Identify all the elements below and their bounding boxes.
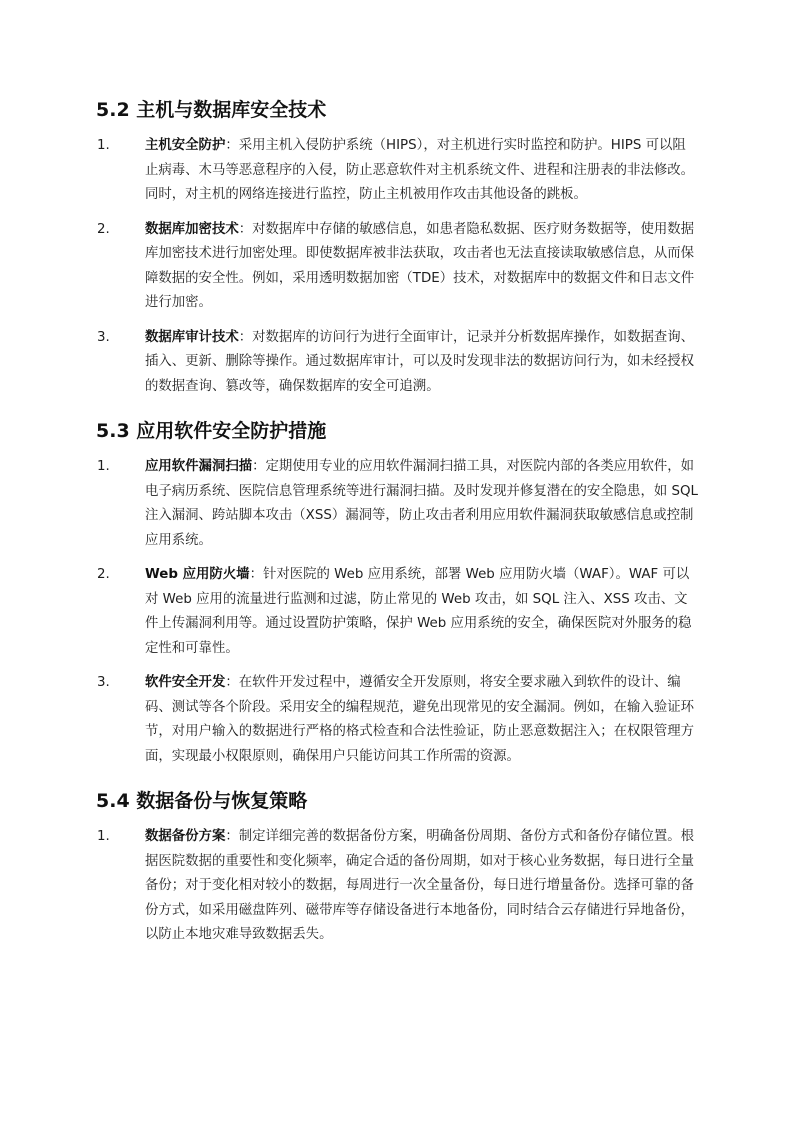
list-number: 2. [97,221,110,237]
item-text: 采用主机入侵防护系统（HIPS），对主机进行实时监控和防护。HIPS 可以阻止病毒、木马等恶意程序的入侵，防止恶意软件对主机系统文件、进程和注册表的非法修改。同时，对主机的网络连接进行监控，防止主机被用作攻击其他设备的跳板。 [145,138,695,202]
list-item [96,134,698,208]
item-term: 应用软件漏洞扫描 [145,459,253,474]
section-5-3 [96,417,698,769]
list-item [96,671,698,769]
list-number: 2. [97,567,110,582]
section-title: 5.3 应用软件安全防护措施 [96,420,327,442]
item-term: 数据备份方案 [145,829,226,844]
item-term: 主机安全防护 [145,138,226,153]
list-number: 1. [97,459,110,474]
item-term: 数据库加密技术 [145,221,239,237]
item-term: Web 应用防火墙 [145,567,250,582]
list-item [96,563,698,661]
list-item [96,455,698,553]
item-separator: ： [252,459,266,474]
item-text: 针对医院的 Web 应用系统，部署 Web 应用防火墙（WAF）。WAF 可以对 Web 应用的流量进行监测和过滤，防止常见的 Web 攻击，如 SQL 注入、XSS 攻击、文件上传漏洞利用等。通过设置防护策略，保护 Web 应用系统的安全，确保医院对外服务的稳定性和可靠性。 [145,567,692,656]
item-separator: ： [225,829,239,844]
section-title: 5.4 数据备份与恢复策略 [96,790,308,812]
item-separator: ： [249,567,263,582]
item-text: 对数据库的访问行为进行全面审计，记录并分析数据库操作，如数据查询、插入、更新、删除等操作。通过数据库审计，可以及时发现非法的数据访问行为，如未经授权的数据查询、篡改等，确保数据库的安全可追溯。 [145,329,695,394]
item-separator: ： [238,329,253,345]
item-text: 制定详细完善的数据备份方案，明确备份周期、备份方式和备份存储位置。根据医院数据的重要性和变化频率，确定合适的备份周期，如对于核心业务数据，每日进行全量备份；对于变化相对较小的数据，每周进行一次全量备份，每日进行增量备份。选择可靠的备份方式，如采用磁盘阵列、磁带库等存储设备进行本地备份，同时结合云存储进行异地备份，以防止本地灾难导致数据丢失。 [145,829,695,942]
list-item [96,825,698,948]
item-separator: ： [225,675,239,690]
section-title: 5.2 主机与数据库安全技术 [96,99,327,121]
numbered-list [96,455,698,769]
section-5-2 [96,96,698,399]
list-item [96,326,698,400]
item-text: 对数据库中存储的敏感信息，如患者隐私数据、医疗财务数据等，使用数据库加密技术进行加密处理。即使数据库被非法获取，攻击者也无法直接读取敏感信息，从而保障数据的安全性。例如，采用透明数据加密（TDE）技术，对数据库中的数据文件和日志文件进行加密。 [145,221,695,310]
item-text: 在软件开发过程中，遵循安全开发原则，将安全要求融入到软件的设计、编码、测试等各个阶段。采用安全的编程规范，避免出现常见的安全漏洞。例如，在输入验证环节，对用户输入的数据进行严格的格式检查和合法性验证，防止恶意数据注入；在权限管理方面，实现最小权限原则，确保用户只能访问其工作所需的资源。 [145,675,695,764]
numbered-list [96,134,698,399]
section-5-4 [96,787,698,948]
list-number: 1. [97,829,110,844]
item-separator: ： [238,221,253,237]
item-text: 定期使用专业的应用软件漏洞扫描工具，对医院内部的各类应用软件，如电子病历系统、医院信息管理系统等进行漏洞扫描。及时发现并修复潜在的安全隐患，如 SQL 注入漏洞、跨站脚本攻击（XSS）漏洞等，防止攻击者利用应用软件漏洞获取敏感信息或控制应用系统。 [145,459,698,548]
item-term: 软件安全开发 [145,675,226,690]
list-number: 3. [97,329,110,345]
numbered-list [96,825,698,948]
list-item [96,218,698,316]
item-term: 数据库审计技术 [145,329,239,345]
list-number: 1. [97,138,110,153]
item-separator: ： [225,138,239,153]
list-number: 3. [97,675,110,690]
